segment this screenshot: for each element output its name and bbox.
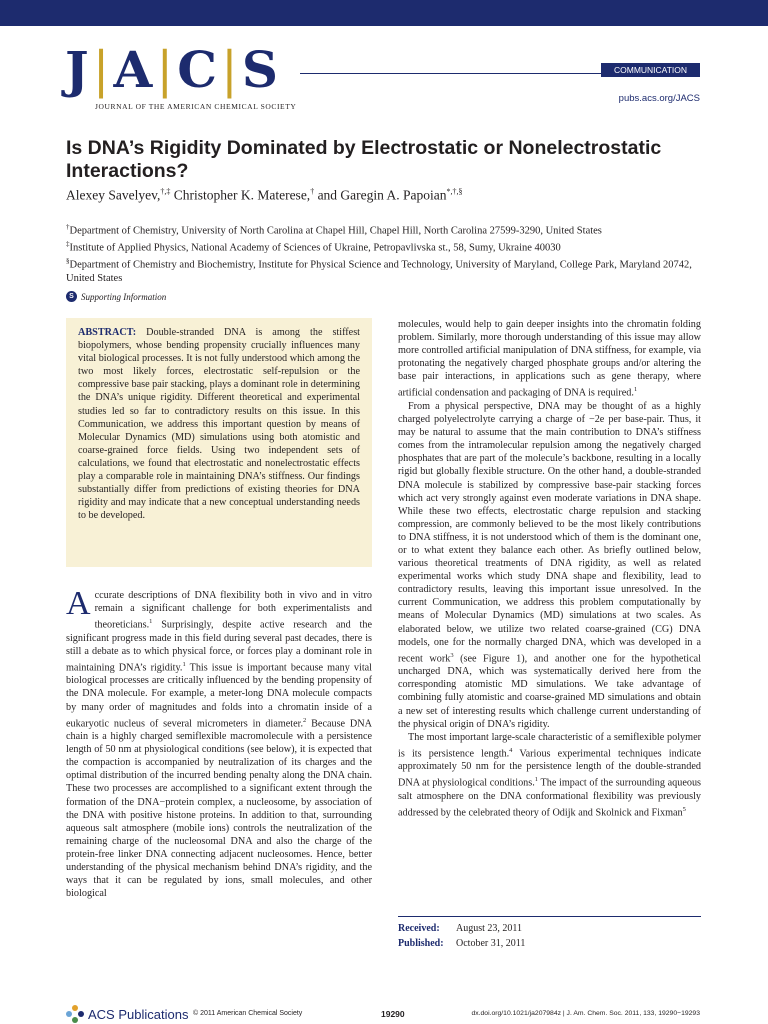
reference-link[interactable]: 2 xyxy=(303,716,307,724)
drop-cap: A xyxy=(66,585,91,622)
affiliation: §Department of Chemistry and Biochemistry, Institute for Physical Science and Technology, University of Maryland, College Park, Maryland 20742, United States xyxy=(66,257,692,284)
reference-link[interactable]: 3 xyxy=(450,651,454,659)
article-title: Is DNA’s Rigidity Dominated by Electrostatic or Nonelectrostatic Interactions? xyxy=(66,137,662,182)
abstract-box xyxy=(66,318,372,567)
body-column-right xyxy=(398,318,701,819)
page-footer xyxy=(0,998,768,1024)
journal-url-link[interactable]: pubs.acs.org/JACS xyxy=(618,93,700,104)
page-number: 19290 xyxy=(381,1009,405,1019)
paragraph: From a physical perspective, DNA may be thought of as a highly charged polyelectrolyte carrying a charge of −2e per base-pair. Thus, it may be natural to assume that the main contribution to DNA’s stiffness comes from the intramolecular repulsion among the negatively charged phosphates that are part of the molecule’s backbone, resulting in a locally rigid but globally flexible structure. On the other hand, a double-stranded DNA molecule is stabilized by compressive base-pair stacking forces which act very strongly against even moderate variations in DNA shape. While these two effects, electrostatic charge repulsion and stacking compression, are commonly believed to be the most likely contributions to DNA stiffness, it is not understood which of them is the dominant one, or to what extent they balance each other. As briefly outlined below, various theoretical treatments of DNA rigidity, as well as related experimental works which study DNA shape and flexibility, lead to contradictory results, leaving this important issue unresolved. In the current Communication, we address this problem computationally by means of Molecular Dynamics (MD) simulations at two scales. As elaborated below, we utilize two related coarse-grained (CG) DNA models, one for the normally charged DNA, which was developed in a recent work$^3$ (see Figure 1), and another one for the hypothetical uncharged DNA, which was systematically derived here from the corresponding atomistic MD simulations. We take advantage of combining fully atomistic and coarse-grained MD simulations and obtain a new set of interesting results which challenge current understanding of the physical origin of DNA’s rigidity. xyxy=(398,400,701,730)
author-list: Alexey Savelyev,†,‡ Christopher K. Materese,† and Garegin A. Papoian*,†,§ xyxy=(66,187,463,203)
jacs-logo: J|A|C|S xyxy=(65,40,280,99)
paragraph: The most important large-scale characteristic of a semiflexible polymer is its persistence length.$^4$ Various experimental techniques indicate approximately 50 nm for the persistence length of the double-stranded DNA at physiological conditions.$^1$ The impact of the surrounding aqueous salt atmosphere on the DNA conformational flexibility was previously addressed by the celebrated theory of Odijk and Skolnick and Fixman$^5$ xyxy=(398,731,702,819)
publication-dates: Received: August 23, 2011 Published: October 31, 2011 xyxy=(398,923,526,949)
author-name[interactable]: Christopher K. Materese, xyxy=(173,187,311,203)
journal-name: JOURNAL OF THE AMERICAN CHEMICAL SOCIETY xyxy=(95,102,297,111)
affiliation: †Department of Chemistry, University of North Carolina at Chapel Hill, Chapel Hill, North Carolina 27599-3290, United States xyxy=(66,223,602,237)
reference-link[interactable]: 1 xyxy=(182,660,186,668)
supporting-information-link[interactable]: S Supporting Information xyxy=(66,291,166,302)
top-banner xyxy=(0,0,768,26)
body-column-left: Accurate descriptions of DNA flexibility both in vivo and in vitro remain a significant challenge for both experimentalists and theoreticians.$^1$ Surprisingly, despite active research and the significant progress made in this field during several past decades, there is still a debate as to which physical force, or forces play a dominant role in maintaining DNA’s rigidity.$^1$ This issue is important because many vital biological processes are critically influenced by the bending propensity of the DNA molecule. For example, a meter-long DNA molecule compacts by many order of magnitudes and folds into a chromatin inside of a eukaryotic nucleus of several micrometers in diameter.$^2$ Because DNA chain is a highly charged semiflexible macromolecule with a persistence length of 50 nm at physiological conditions (see below), it is expected that the compaction is accompanied by neutralization of its charges and the optimal distribution of the incurred bending penalty along the DNA chain. These two processes are accomplished to a significant extent through the formation of the DNA−protein complex, a nucleosome, by association of the DNA with positive histone proteins. In addition to that, surrounding aqueous salt atmosphere (mobile ions) controls the neutralization of the remaining charge of the nucleosomal DNA and also the charge of the protein-free linker DNA connecting adjacent nucleosomes. Hence, better understanding of the physical mechanism behind DNA’s rigidity, and the ways that it can be regulated by ions, small molecules, and other biological xyxy=(66,585,372,900)
dates-divider xyxy=(398,916,701,917)
abstract-label: ABSTRACT: xyxy=(78,327,137,338)
published-date: October 31, 2011 xyxy=(456,938,526,949)
reference-link[interactable]: 4 xyxy=(509,746,513,754)
reference-link[interactable]: 1 xyxy=(633,386,638,394)
supporting-info-icon: S xyxy=(66,291,77,302)
doi-citation[interactable]: dx.doi.org/10.1021/ja207984z | J. Am. Chem. Soc. 2011, 133, 19290−19293 xyxy=(471,1010,700,1017)
author-name[interactable]: and Garegin A. Papoian xyxy=(317,187,447,203)
acs-hexagon-icon xyxy=(66,1005,84,1023)
received-date: August 23, 2011 xyxy=(456,923,523,934)
copyright-notice: © 2011 American Chemical Society xyxy=(193,1010,303,1017)
reference-link[interactable]: 5 xyxy=(682,805,686,813)
reference-link[interactable]: 1 xyxy=(149,618,153,626)
abstract-text: Double-stranded DNA is among the stiffest biopolymers, whose bending propensity crucially influences many vital biological processes. It is not fully understood which among the two most likely forces, electrostatic self-repulsion or the compressive base pair stacking, plays a dominant role in determining the DNA’s unique rigidity. Different theoretical and experimental studies led so far to contradictory results on this issue. In this Communication, we address this important question by means of Molecular Dynamics (MD) simulations using both atomistic and coarse-grained force fields. Using two independent sets of calculations, we found that electrostatic and nonelectrostatic effects play a comparable role in maintaining DNA’s stiffness. Our findings substantially differ from predictions of existing theories for DNA rigidity and may indicate that a new conceptual understanding needs to be developed. xyxy=(78,327,361,522)
affiliation: ‡Institute of Applied Physics, National Academy of Sciences of Ukraine, Petropavlivska st., 58, Sumy, Ukraine 40030 xyxy=(66,240,561,254)
article-type-badge: COMMUNICATION xyxy=(601,63,700,77)
author-name[interactable]: Alexey Savelyev, xyxy=(66,187,161,203)
acs-publications-logo[interactable]: ACS Publications xyxy=(66,1005,188,1023)
paragraph: molecules, would help to gain deeper insights into the chromatin folding problem. Similarly, more thorough understanding of this issue may allow more controlled artificial manipulation of DNA stiffness, for example, via protonating the negatively charged phosphate groups and/or altering the base pair interactions, in applications such as gene therapy, where artificial condensation and packaging of DNA is required.$^1$ xyxy=(398,319,701,399)
reference-link[interactable]: 1 xyxy=(534,776,539,784)
